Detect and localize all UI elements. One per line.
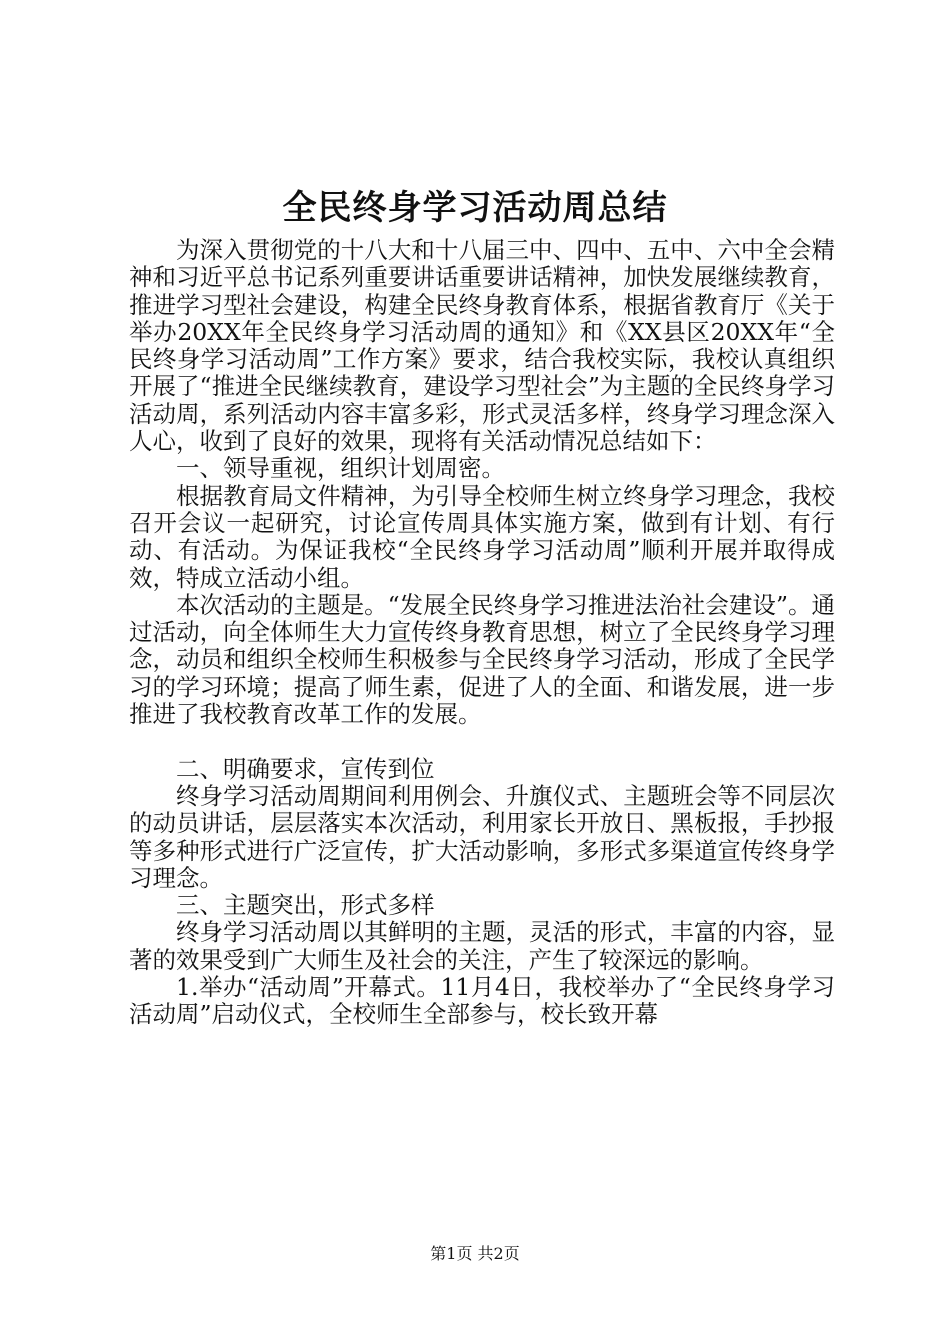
blank-line [129,728,835,755]
page-footer: 第1页 共2页 [430,1244,520,1263]
section-heading-3: 三、主题突出，形式多样 [176,891,435,920]
document-title: 全民终身学习活动周总结 [282,188,668,228]
paragraph-item-1: 1.举办“活动周”开幕式。11月4日，我校举办了“全民终身学习活动周”启动仪式，全校师生全部参与，校长致开幕 [129,973,835,1029]
section-heading-2: 二、明确要求，宣传到位 [176,754,435,783]
paragraph-section-1: 根据教育局文件精神，为引导全校师生树立终身学习理念，我校召开会议一起研究，讨论宣传周具体实施方案，做到有计划、有行动、有活动。为保证我校“全民终身学习活动周”顺利开展并取得成效，特成立活动小组。 [129,481,835,592]
paragraph-theme: 本次活动的主题是。“发展全民终身学习推进法治社会建设”。通过活动，向全体师生大力宣传终身教育思想，树立了全民终身学习理念，动员和组织全校师生积极参与全民终身学习活动，形成了全民学习的学习环境；提高了师生素，促进了人的全面、和谐发展，进一步推进了我校教育改革工作的发展。 [129,590,835,729]
paragraph-intro: 为深入贯彻党的十八大和十八届三中、四中、五中、六中全会精神和习近平总书记系列重要讲话重要讲话精神，加快发展继续教育，推进学习型社会建设，构建全民终身教育体系，根据省教育厅《关于举办20XX年全民终身学习活动周的通知》和《XX县区20XX年“全民终身学习活动周”工作方案》要求，结合我校实际，我校认真组织开展了“推进全民继续教育，建设学习型社会”为主题的全民终身学习活动周，系列活动内容丰富多彩，形式灵活多样，终身学习理念深入人心，收到了良好的效果，现将有关活动情况总结如下： [129,236,835,456]
paragraph-section-2: 终身学习活动周期间利用例会、升旗仪式、主题班会等不同层次的动员讲话，层层落实本次活动，利用家长开放日、黑板报，手抄报等多种形式进行广泛宣传，扩大活动影响，多形式多渠道宣传终身学习理念。 [129,781,835,892]
document-body [129,237,835,1029]
paragraph-section-3: 终身学习活动周以其鲜明的主题，灵活的形式，丰富的内容，显著的效果受到广大师生及社会的关注，产生了较深远的影响。 [129,918,835,974]
section-heading-1: 一、领导重视，组织计划周密。 [176,454,505,483]
